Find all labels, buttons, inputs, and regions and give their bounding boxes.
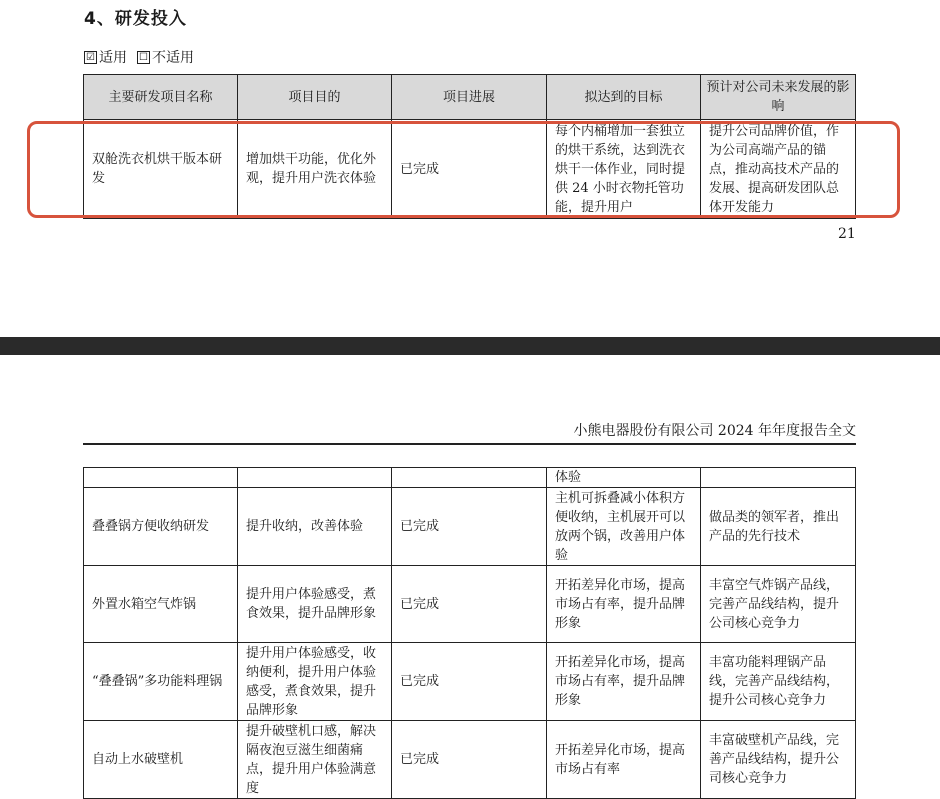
cell-project-name: 自动上水破壁机 — [84, 721, 238, 799]
cell-project-name — [84, 468, 238, 488]
option-applicable[interactable] — [84, 47, 127, 67]
checked-box-icon[interactable]: ☑ — [84, 51, 97, 64]
page-divider — [0, 337, 940, 355]
cell-purpose: 提升收纳，改善体验 — [238, 488, 392, 566]
table-row-continuation — [84, 468, 856, 488]
cell-progress: 已完成 — [392, 566, 547, 643]
rd-table-page2 — [83, 467, 856, 799]
cell-progress: 已完成 — [392, 488, 547, 566]
cell-progress: 已完成 — [392, 120, 547, 219]
cell-impact: 丰富功能料理锅产品线，完善产品线结构，提升公司核心竞争力 — [701, 643, 856, 721]
cell-purpose: 增加烘干功能，优化外观，提升用户洗衣体验 — [238, 120, 392, 219]
cell-project-name: 外置水箱空气炸锅 — [84, 566, 238, 643]
cell-purpose — [238, 468, 392, 488]
cell-target: 开拓差异化市场，提高市场占有率，提升品牌形象 — [547, 566, 701, 643]
cell-target-text: 每个内桶增加一套独立的烘干系统，达到洗衣烘干一体作业，同时提供 24 小时衣物托管功能，提升用户 — [555, 123, 686, 215]
header-impact: 预计对公司未来发展的影响 — [701, 75, 856, 120]
table-header-row — [84, 75, 856, 120]
cell-project-name: “叠叠锅”多功能料理锅 — [84, 643, 238, 721]
cell-target: 开拓差异化市场，提高市场占有率，提升品牌形象 — [547, 643, 701, 721]
cell-target: 主机可拆叠减小体积方便收纳，主机展开可以放两个锅，改善用户体验 — [547, 488, 701, 566]
table-row — [84, 721, 856, 799]
cell-impact: 丰富破壁机产品线，完善产品线结构，提升公司核心竞争力 — [701, 721, 856, 799]
cell-project-name: 叠叠锅方便收纳研发 — [84, 488, 238, 566]
section-title: 4、研发投入 — [84, 9, 187, 29]
option-not-applicable[interactable] — [137, 47, 194, 67]
header-progress: 项目进展 — [392, 75, 547, 120]
option-applicable-label: 适用 — [99, 50, 127, 66]
cell-purpose: 提升破壁机口感，解决隔夜泡豆滋生细菌痛点，提升用户体验满意度 — [238, 721, 392, 799]
cell-impact: 丰富空气炸锅产品线，完善产品线结构，提升公司核心竞争力 — [701, 566, 856, 643]
table-row — [84, 488, 856, 566]
table-row — [84, 566, 856, 643]
cell-purpose: 提升用户体验感受，收纳便利，提升用户体验感受，煮食效果，提升品牌形象 — [238, 643, 392, 721]
cell-purpose: 提升用户体验感受，煮食效果，提升品牌形象 — [238, 566, 392, 643]
cell-target: 开拓差异化市场，提高市场占有率 — [547, 721, 701, 799]
header-target: 拟达到的目标 — [547, 75, 701, 120]
header-purpose: 项目目的 — [238, 75, 392, 120]
header-rule — [83, 443, 856, 445]
page-number: 21 — [838, 226, 856, 242]
cell-progress: 已完成 — [392, 643, 547, 721]
cell-impact: 做品类的领军者，推出产品的先行技术 — [701, 488, 856, 566]
cell-target: 体验 — [547, 468, 701, 488]
cell-impact: 提升公司品牌价值，作为公司高端产品的锚点，推动高技术产品的发展、提高研发团队总体开发能力 — [701, 120, 856, 219]
table-row — [84, 643, 856, 721]
unchecked-box-icon[interactable]: ☐ — [137, 51, 150, 64]
applicability-options — [84, 47, 204, 67]
cell-impact — [701, 468, 856, 488]
option-not-applicable-label: 不适用 — [152, 50, 194, 66]
highlight-annotation — [27, 121, 900, 218]
cell-progress — [392, 468, 547, 488]
cell-progress: 已完成 — [392, 721, 547, 799]
page-header: 小熊电器股份有限公司 2024 年年度报告全文 — [573, 423, 856, 439]
header-project-name: 主要研发项目名称 — [84, 75, 238, 120]
cell-project-name: 双舱洗衣机烘干版本研发 — [84, 120, 238, 219]
